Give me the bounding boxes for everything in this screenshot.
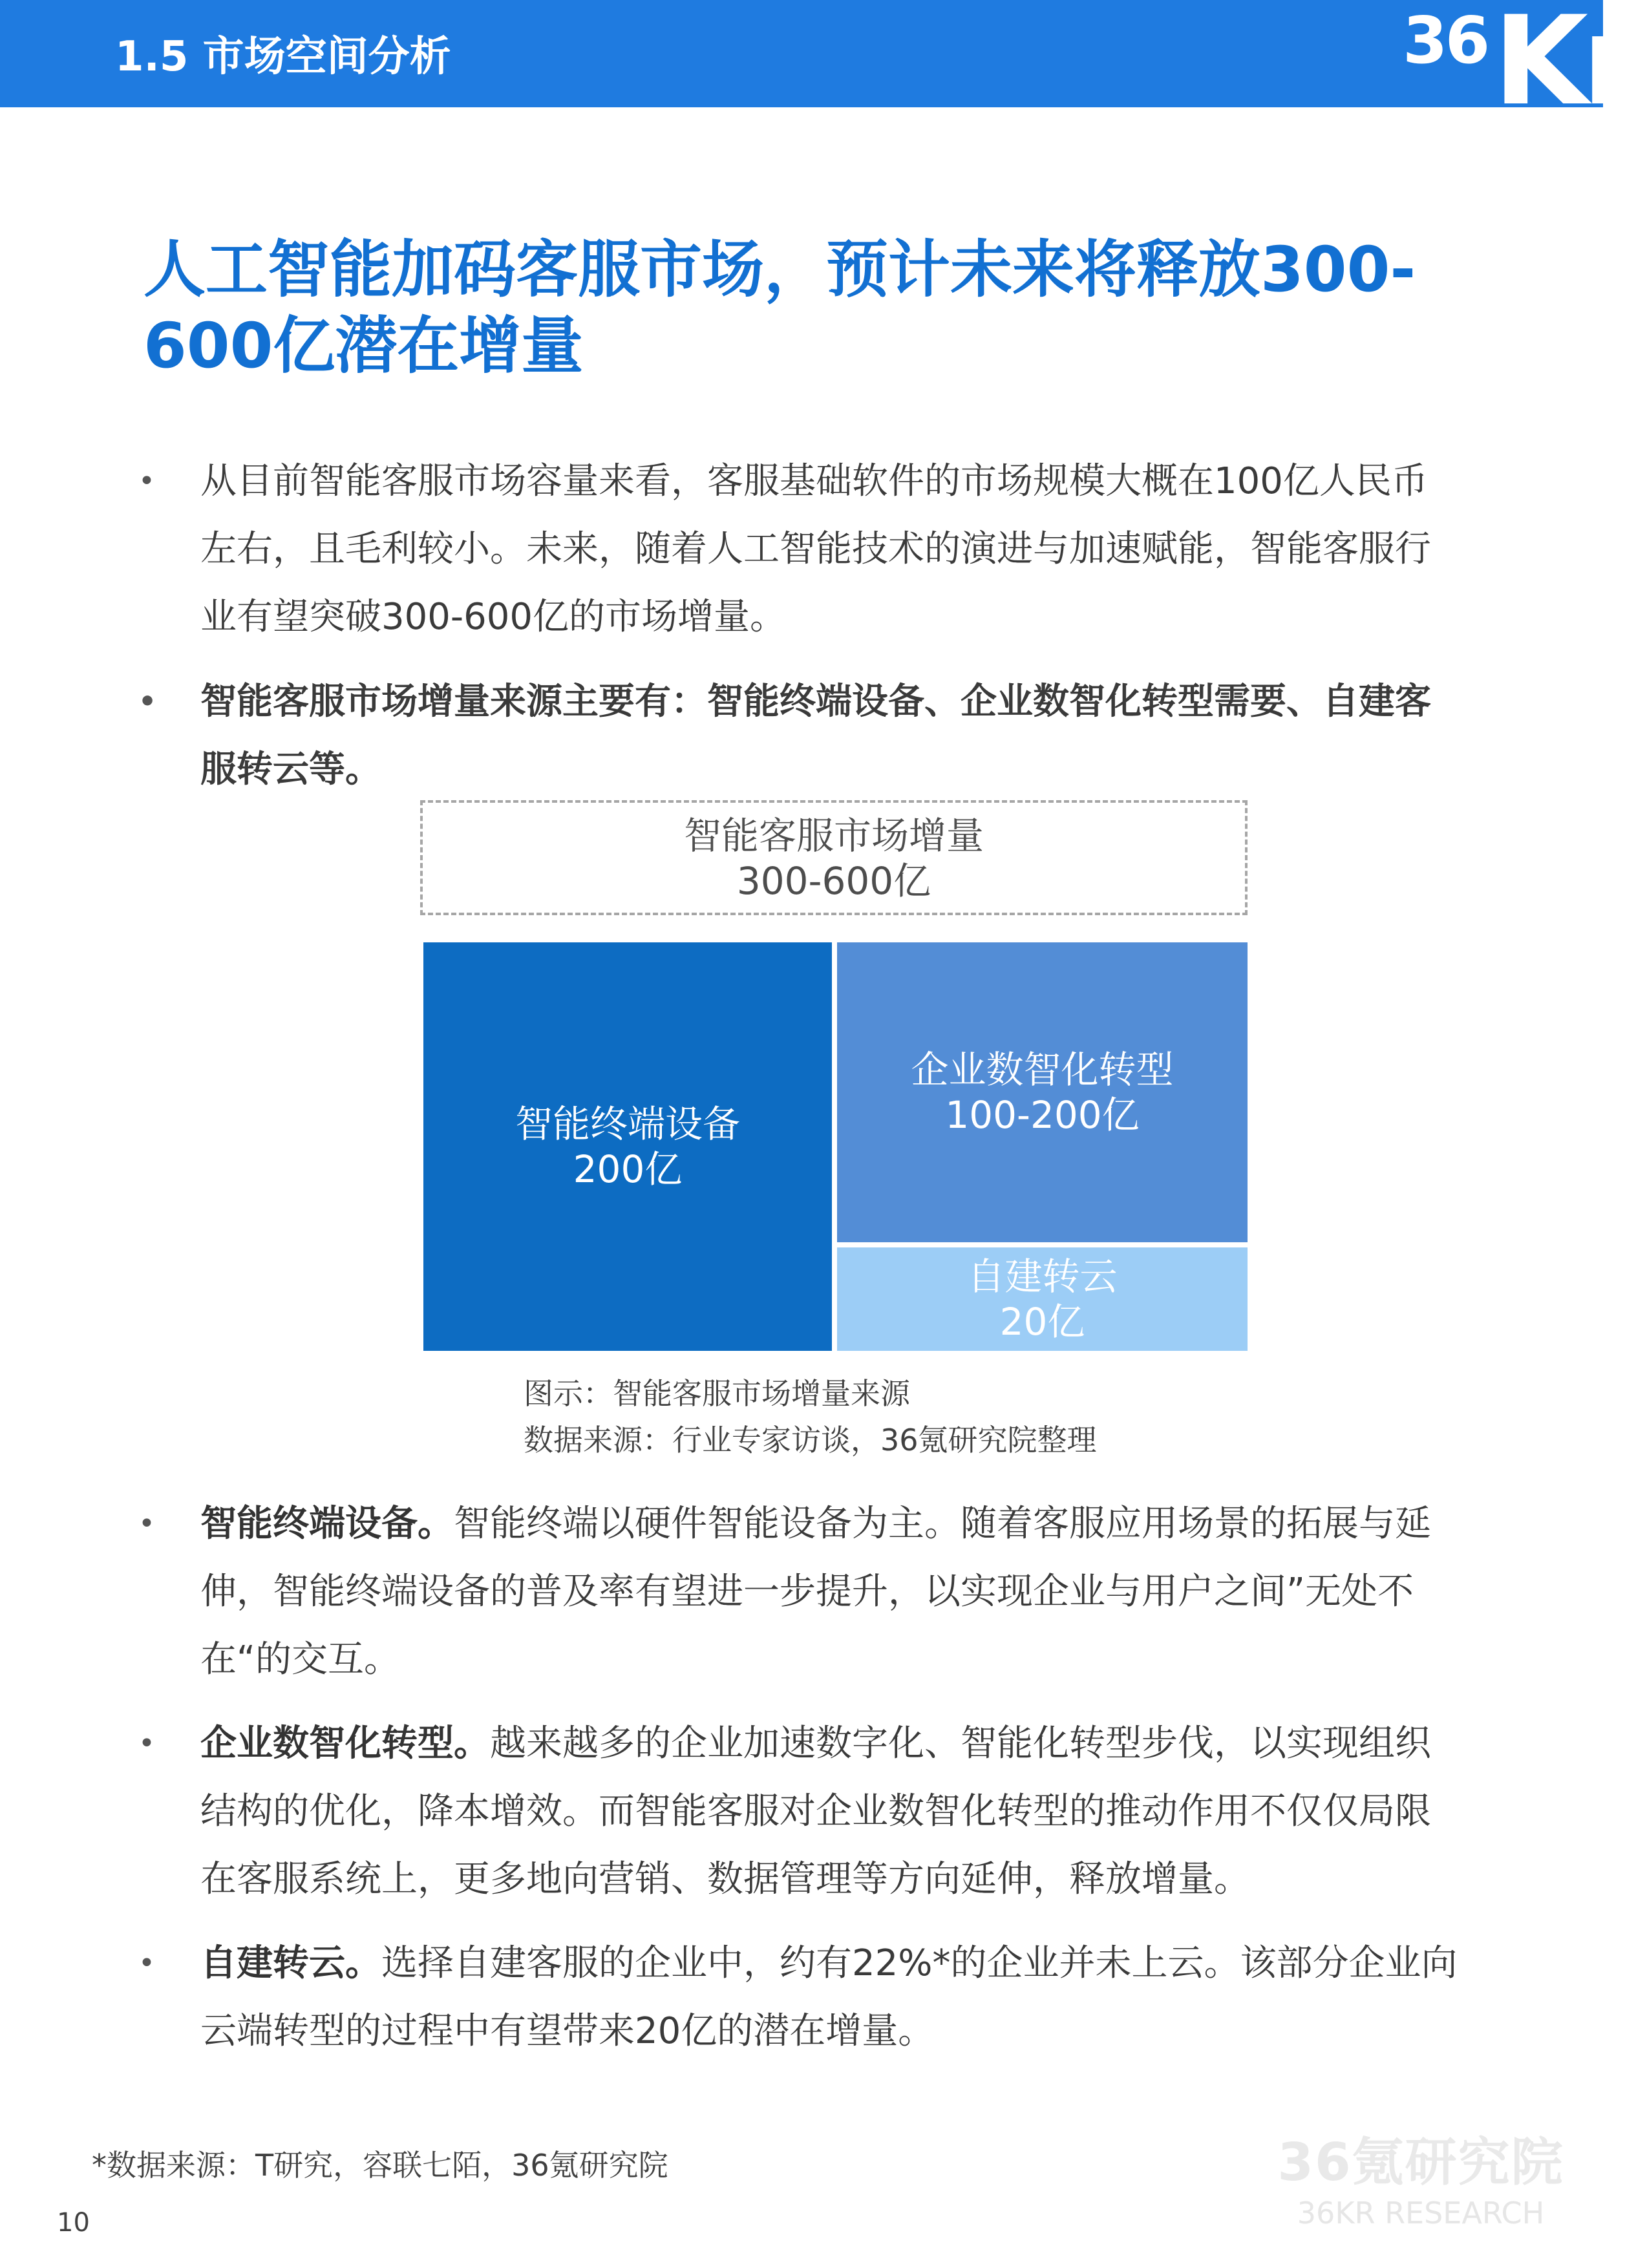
tile-value: 20亿 [999, 1300, 1085, 1344]
treemap-total-box [420, 800, 1248, 915]
bullet-digital-transformation [200, 1710, 1461, 1913]
page-number: 10 [57, 2208, 90, 2238]
bullet-smart-devices [200, 1490, 1461, 1693]
watermark-cn: 36氪研究院 [1277, 2132, 1564, 2192]
treemap-tile-digital-transformation [837, 942, 1248, 1242]
treemap-tile-smart-devices [423, 942, 832, 1351]
bullet-text: 从目前智能客服市场容量来看，客服基础软件的市场规模大概在100亿人民币左右，且毛利较小。未来，随着人工智能技术的演进与加速赋能，智能客服行业有望突破300-600亿的市场增量。 [200, 460, 1431, 638]
page-heading-line-1: 人工智能加码客服市场，预计未来将释放300- [143, 233, 1416, 306]
watermark-en: 36KR RESEARCH [1297, 2196, 1545, 2231]
bullet-text: 越来越多的企业加速数字化、智能化转型步伐，以实现组织结构的优化，降本增效。而智能客服对企业数智化转型的推动作用不仅仅局限在客服系统上，更多地向营销、数据管理等方向延伸，释放增量。 [200, 1722, 1431, 1900]
figure-title: 图示：智能客服市场增量来源 [524, 1376, 910, 1411]
bullet-market-capacity [200, 447, 1461, 651]
logo-digits: 36 [1403, 3, 1488, 78]
bullet-lead: 企业数智化转型。 [200, 1722, 490, 1765]
bullet-lead: 自建转云。 [200, 1942, 381, 1984]
tile-value: 200亿 [573, 1147, 683, 1191]
bullet-text: 智能终端以硬件智能设备为主。随着客服应用场景的拓展与延伸，智能终端设备的普及率有望进一步提升，以实现企业与用户之间”无处不在“的交互。 [200, 1503, 1431, 1680]
section-title: 1.5 市场空间分析 [115, 33, 451, 81]
footnote: *数据来源：T研究，容联七陌，36氪研究院 [92, 2148, 668, 2183]
header-bar [0, 0, 1636, 132]
figure-caption [524, 1370, 1097, 1463]
bullet-growth-sources [200, 668, 1461, 803]
watermark [1272, 2130, 1569, 2231]
bullet-text: 智能客服市场增量来源主要有：智能终端设备、企业数智化转型需要、自建客服转云等。 [200, 681, 1431, 790]
bullet-text: 选择自建客服的企业中，约有22%*的企业并未上云。该部分企业向云端转型的过程中有望带来20亿的潜在增量。 [200, 1942, 1458, 2052]
page-heading-line-2: 600亿潜在增量 [143, 310, 584, 382]
36kr-logo [1396, 0, 1636, 132]
treemap-tile-self-built-to-cloud [837, 1247, 1248, 1351]
logo-kr: Kr [1493, 0, 1636, 132]
bullet-lead: 智能终端设备。 [200, 1503, 454, 1545]
figure-source: 数据来源：行业专家访谈，36氪研究院整理 [524, 1423, 1097, 1457]
treemap-total-label: 智能客服市场增量 [683, 814, 984, 858]
page-heading [143, 231, 1482, 384]
bullet-self-built-to-cloud [200, 1929, 1461, 2065]
tile-label: 企业数智化转型 [911, 1048, 1174, 1092]
tile-label: 自建转云 [967, 1255, 1118, 1298]
tile-value: 100-200亿 [945, 1093, 1140, 1137]
tile-label: 智能终端设备 [515, 1102, 740, 1146]
treemap-total-value: 300-600亿 [736, 859, 931, 903]
